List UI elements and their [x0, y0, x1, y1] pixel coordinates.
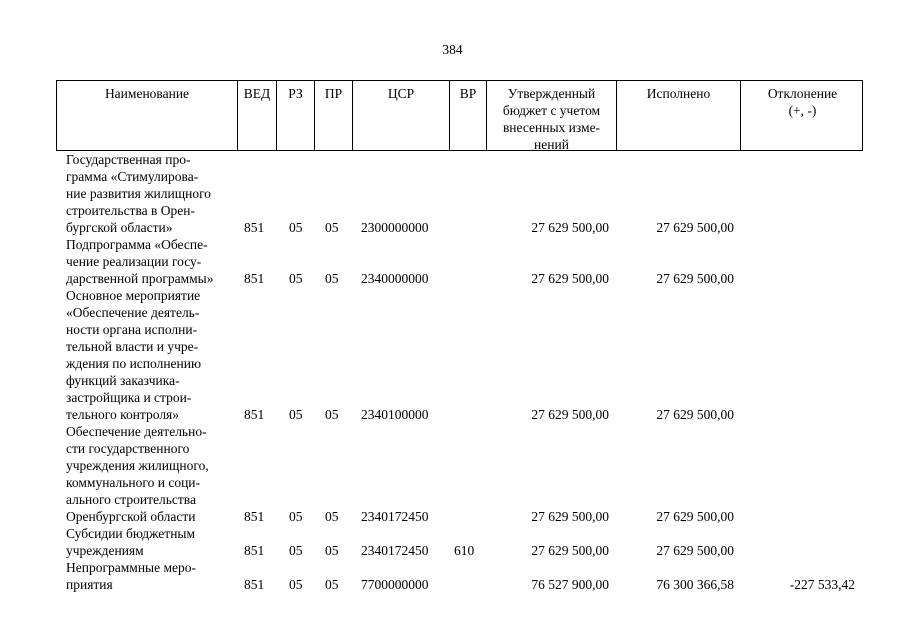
cell-pr: 05 [325, 220, 339, 235]
row-name-line: приятия [66, 577, 113, 592]
row-name-line: Непрограммные меро- [66, 560, 197, 575]
header-ved-text: ВЕД [243, 86, 271, 101]
header-budget-line: внесенных изме- [502, 120, 601, 135]
header-vr [450, 81, 487, 150]
cell-pr: 05 [325, 577, 339, 592]
header-csr [353, 81, 450, 150]
cell-rz: 05 [289, 509, 303, 524]
cell-rz: 05 [289, 407, 303, 422]
row-name [66, 287, 241, 423]
cell-vr: 610 [454, 543, 475, 558]
cell-pr: 05 [325, 509, 339, 524]
cell-budget: 27 629 500,00 [531, 543, 609, 558]
row-name-line: ние развития жилищного [66, 186, 212, 201]
header-deviation [741, 81, 864, 150]
cell-done: 27 629 500,00 [656, 220, 734, 235]
header-rz-text: РЗ [288, 86, 303, 101]
row-name [66, 236, 241, 287]
cell-ved: 851 [244, 543, 265, 558]
cell-rz: 05 [289, 543, 303, 558]
cell-csr: 2340000000 [361, 271, 429, 286]
row-name-line: бургской области» [66, 220, 173, 235]
cell-ved: 851 [244, 271, 265, 286]
row-name-line: ности органа исполни- [66, 322, 198, 337]
row-name-line: тельного контроля» [66, 407, 180, 422]
row-name-line: коммунального и соци- [66, 475, 201, 490]
row-name-line: застройщика и строи- [66, 390, 192, 405]
header-name-text: Наименование [104, 86, 190, 101]
cell-pr: 05 [325, 271, 339, 286]
row-name-line: Обеспечение деятельно- [66, 424, 207, 439]
cell-rz: 05 [289, 220, 303, 235]
header-done [617, 81, 741, 150]
row-name-line: дарственной программы» [66, 271, 214, 286]
row-name-line: Основное мероприятие [66, 288, 201, 303]
row-name-line: тельной власти и учре- [66, 339, 199, 354]
row-name [66, 559, 241, 593]
header-name [57, 81, 238, 150]
cell-done: 76 300 366,58 [656, 577, 734, 592]
row-name-line: Оренбургской области [66, 509, 196, 524]
row-name [66, 423, 241, 525]
row-name-line: учреждения жилищного, [66, 458, 209, 473]
cell-csr: 7700000000 [361, 577, 429, 592]
header-rz [277, 81, 315, 150]
row-name-line: грамма «Стимулирова- [66, 169, 199, 184]
cell-rz: 05 [289, 271, 303, 286]
cell-done: 27 629 500,00 [656, 509, 734, 524]
cell-budget: 27 629 500,00 [531, 271, 609, 286]
header-budget [487, 81, 617, 150]
cell-done: 27 629 500,00 [656, 271, 734, 286]
cell-ved: 851 [244, 220, 265, 235]
cell-pr: 05 [325, 543, 339, 558]
row-name [66, 151, 241, 236]
cell-budget: 76 527 900,00 [531, 577, 609, 592]
cell-csr: 2340172450 [361, 509, 429, 524]
cell-ved: 851 [244, 577, 265, 592]
header-done-text: Исполнено [646, 86, 711, 101]
header-pr [315, 81, 353, 150]
cell-csr: 2340100000 [361, 407, 429, 422]
cell-ved: 851 [244, 509, 265, 524]
header-budget-line: Утвержденный [507, 86, 596, 101]
cell-done: 27 629 500,00 [656, 407, 734, 422]
header-pr-text: ПР [324, 86, 343, 101]
header-ved [238, 81, 277, 150]
row-name-line: сти государственного [66, 441, 190, 456]
row-name-line: ального строительства [66, 492, 196, 507]
cell-budget: 27 629 500,00 [531, 509, 609, 524]
cell-budget: 27 629 500,00 [531, 220, 609, 235]
cell-pr: 05 [325, 407, 339, 422]
row-name-line: учреждениям [66, 543, 144, 558]
cell-ved: 851 [244, 407, 265, 422]
header-budget-line: нений [534, 137, 569, 152]
cell-deviation: -227 533,42 [789, 577, 855, 592]
row-name [66, 525, 241, 559]
row-name-line: Подпрограмма «Обеспе- [66, 237, 208, 252]
cell-csr: 2340172450 [361, 543, 429, 558]
table-header [56, 80, 863, 151]
row-name-line: «Обеспечение деятель- [66, 305, 200, 320]
header-budget-line: бюджет с учетом [502, 103, 601, 118]
row-name-line: Государственная про- [66, 152, 191, 167]
header-vr-text: ВР [459, 86, 477, 101]
cell-rz: 05 [289, 577, 303, 592]
row-name-line: Субсидии бюджетным [66, 526, 196, 541]
cell-budget: 27 629 500,00 [531, 407, 609, 422]
header-deviation-line: Отклонение [767, 86, 838, 101]
header-csr-text: ЦСР [387, 86, 415, 101]
row-name-line: строительства в Орен- [66, 203, 195, 218]
page-number: 384 [442, 42, 463, 57]
row-name-line: ждения по исполнению [66, 356, 202, 371]
row-name-line: функций заказчика- [66, 373, 180, 388]
row-name-line: чение реализации госу- [66, 254, 202, 269]
header-deviation-line: (+, -) [788, 103, 817, 118]
cell-done: 27 629 500,00 [656, 543, 734, 558]
cell-csr: 2300000000 [361, 220, 429, 235]
